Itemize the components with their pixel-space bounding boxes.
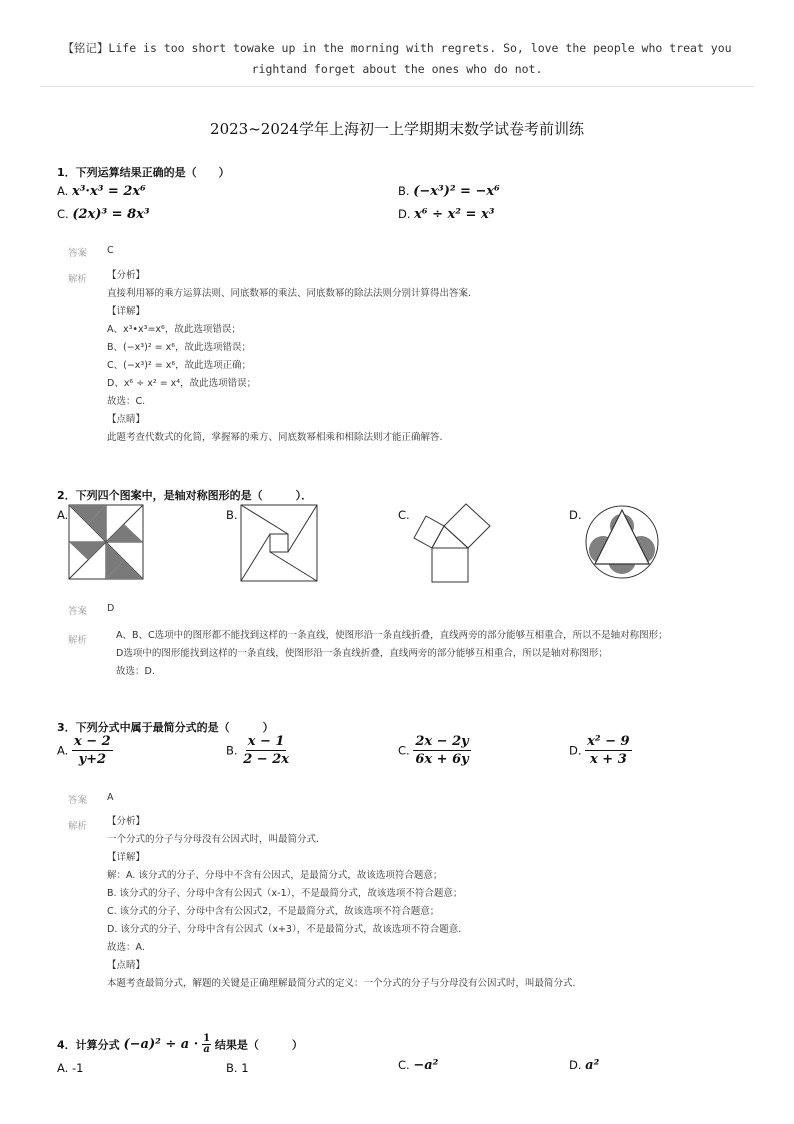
q4-option-d-label: D. [569, 1058, 582, 1072]
fraction-numerator: x − 2 [73, 734, 111, 749]
q1-option-b-expr: (−x³)² = −x⁶ [413, 184, 500, 199]
q1-analysis-label: 解析 [68, 274, 88, 285]
pinwheel-figure [68, 504, 144, 580]
analysis-line: 本题考查最简分式，解题的关键是正确理解最简分式的定义：一个分式的分子与分母没有公因式时，叫最简分式. [107, 978, 576, 989]
q4-option-d-expr: a² [585, 1058, 600, 1073]
fraction-numerator: x² − 9 [587, 734, 630, 749]
q4-stem-expression: (−a)² ÷ a · [123, 1037, 199, 1052]
q3-option-c-label: C. [398, 743, 410, 758]
q2-answer-label: 答案 [68, 606, 88, 617]
q2-option-d-label[interactable]: D. [569, 508, 582, 522]
q4-option-c-label: C. [398, 1058, 410, 1072]
analysis-line: 故选：A. [107, 942, 145, 953]
analysis-line: 故选：C. [107, 396, 146, 407]
analysis-line: 【分析】 [107, 270, 146, 281]
q4-stem [57, 1034, 303, 1055]
q4-stem-suffix: 结果是（ ） [214, 1038, 303, 1052]
analysis-line: 解：A. 该分式的分子、分母中不含有公因式，是最简分式，故该选项符合题意； [107, 870, 443, 881]
q4-stem-prefix: 4．计算分式 [57, 1038, 120, 1052]
q2-answer: D [107, 603, 115, 614]
page-header [40, 38, 754, 80]
analysis-line: 【分析】 [107, 816, 146, 827]
q4-option-b-label: B. [226, 1061, 238, 1075]
pythagoras-figure [412, 500, 494, 584]
analysis-line: 【详解】 [107, 852, 146, 863]
q2-analysis-label: 解析 [68, 635, 88, 646]
q4-option-a-value: -1 [71, 1061, 84, 1075]
q1-option-c[interactable] [57, 207, 150, 222]
analysis-line: 故选：D. [116, 666, 155, 677]
header-divider [40, 86, 754, 87]
q4-option-d[interactable] [569, 1058, 599, 1073]
q3-option-d-fraction [585, 734, 631, 767]
q4-option-c-expr: −a² [413, 1058, 439, 1073]
analysis-line: 【点睛】 [107, 414, 146, 425]
fraction-denominator: 6x + 6y [415, 752, 469, 767]
q1-option-c-expr: (2x)³ = 8x³ [72, 207, 150, 222]
q2-analysis [116, 627, 668, 681]
page-title: 2023~2024学年上海初一上学期期末数学试卷考前训练 [210, 120, 584, 138]
analysis-line: D. 该分式的分子、分母中含有公因式（x+3），不是最简分式，故该选项不符合题意. [107, 924, 462, 935]
fraction-numerator: 1 [203, 1033, 211, 1044]
q1-option-d-label: D. [398, 207, 411, 221]
q3-option-b-label: B. [226, 743, 238, 758]
analysis-line: C、(−x³)² = x⁶，故此选项正确； [107, 360, 252, 371]
analysis-line: 【点睛】 [107, 960, 146, 971]
q1-option-a[interactable] [57, 184, 146, 199]
q1-option-a-label: A. [57, 184, 69, 198]
q3-option-d[interactable] [569, 734, 632, 767]
q1-option-a-expr: x³·x³ = 2x⁶ [71, 184, 146, 199]
q3-analysis [107, 813, 576, 993]
q3-option-b[interactable] [226, 734, 291, 767]
q1-analysis [107, 267, 471, 447]
square-spiral-figure [240, 504, 318, 582]
fraction-numerator: 2x − 2y [415, 734, 469, 749]
q3-option-c[interactable] [398, 734, 471, 767]
q3-option-b-fraction [241, 734, 291, 767]
q3-option-c-fraction [413, 734, 470, 767]
q3-answer: A [107, 792, 114, 803]
fraction-denominator: a [203, 1044, 210, 1055]
analysis-line: D选项中的图形能找到这样的一条直线，使图形沿一条直线折叠，直线两旁的部分能够互相重合，所以是轴对称图形； [116, 648, 608, 659]
q3-option-a[interactable] [57, 734, 113, 767]
analysis-line: C. 该分式的分子、分母中含有公因式2，不是最简分式，故该选项不符合题意； [107, 906, 440, 917]
analysis-line: 一个分式的分子与分母没有公因式时，叫最简分式. [107, 834, 320, 845]
q3-option-a-fraction [72, 734, 113, 767]
q3-answer-label: 答案 [68, 795, 88, 806]
analysis-line: B. 该分式的分子、分母中含有公因式（x-1），不是最简分式，故该选项不符合题意； [107, 888, 463, 899]
q1-option-d-expr: x⁶ ÷ x² = x³ [414, 207, 495, 222]
fraction-numerator: x − 1 [247, 734, 285, 749]
q4-option-c[interactable] [398, 1058, 438, 1073]
analysis-line: 【详解】 [107, 306, 146, 317]
q4-option-b[interactable] [226, 1061, 249, 1075]
q2-option-a-label[interactable]: A. [57, 508, 69, 522]
q1-option-c-label: C. [57, 207, 69, 221]
triangle-circle-figure [583, 504, 661, 580]
q4-stem-fraction [202, 1034, 211, 1055]
q3-stem: 3．下列分式中属于最简分式的是（ ） [57, 721, 274, 734]
q2-option-c-label[interactable]: C. [398, 508, 410, 522]
q1-stem: 1．下列运算结果正确的是（ ） [57, 166, 230, 179]
analysis-line: A、x³•x³=x⁶，故此选项错误； [107, 324, 241, 335]
q2-stem: 2．下列四个图案中，是轴对称图形的是（ ）． [57, 489, 313, 502]
header-line-1: 【铭记】Life is too short towake up in the morning with regrets. So, love the people who treat you [62, 41, 732, 55]
fraction-denominator: x + 3 [590, 752, 627, 767]
analysis-line: B、(−x³)² = x⁶，故此选项错误； [107, 342, 252, 353]
q3-analysis-label: 解析 [68, 821, 88, 832]
header-line-2: rightand forget about the ones who do not. [251, 62, 543, 76]
q1-answer-label: 答案 [68, 248, 88, 259]
q1-option-b[interactable] [398, 184, 500, 199]
q4-option-a-label: A. [57, 1061, 69, 1075]
analysis-line: 直接利用幂的乘方运算法则、同底数幂的乘法、同底数幂的除法法则分别计算得出答案. [107, 288, 472, 299]
q3-option-a-label: A. [57, 743, 69, 758]
q1-answer: C [107, 245, 114, 256]
analysis-line: 此题考查代数式的化简，掌握幂的乘方、同底数幂相乘和相除法则才能正确解答. [107, 432, 443, 443]
fraction-denominator: y+2 [78, 752, 107, 767]
q4-option-a[interactable] [57, 1061, 83, 1075]
fraction-denominator: 2 − 2x [243, 752, 289, 767]
q1-option-d[interactable] [398, 207, 494, 222]
analysis-line: A、B、C选项中的图形都不能找到这样的一条直线，使图形沿一条直线折叠，直线两旁的部分能够互相重合，所以不是轴对称图形； [116, 630, 668, 641]
q3-option-d-label: D. [569, 743, 582, 758]
q2-option-b-label[interactable]: B. [226, 508, 238, 522]
analysis-line: D、x⁶ ÷ x² = x⁴，故此选项错误； [107, 378, 257, 389]
q1-option-b-label: B. [398, 184, 410, 198]
q4-option-b-value: 1 [241, 1061, 249, 1075]
